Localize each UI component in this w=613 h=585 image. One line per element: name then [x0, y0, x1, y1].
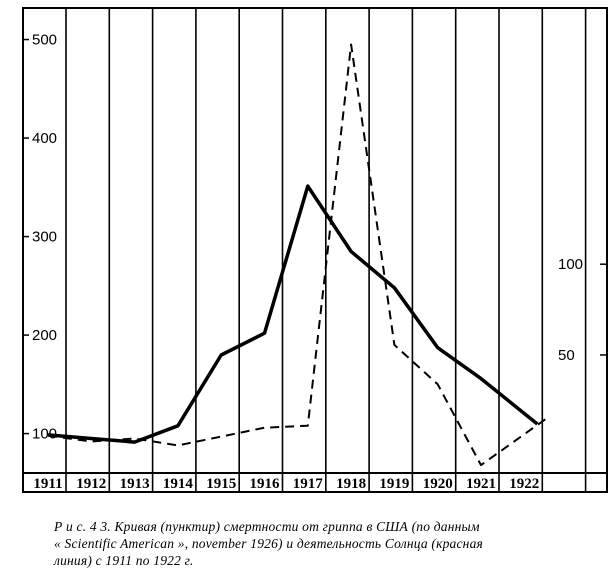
left-tick-label: 100: [32, 425, 58, 443]
left-tick-label: 400: [32, 130, 58, 148]
x-tick-label: 1913: [119, 476, 150, 492]
series-group: [48, 45, 546, 466]
x-tick-label: 1917: [292, 476, 323, 492]
left-y-axis: [23, 32, 57, 443]
x-tick-label: 1920: [422, 476, 453, 492]
x-tick-label: 1921: [466, 476, 496, 492]
left-tick-label: 200: [32, 327, 58, 345]
left-tick-label: 500: [32, 31, 58, 49]
right-tick-label: 50: [558, 346, 575, 364]
x-tick-label: 1912: [76, 476, 107, 492]
x-tick-label: 1915: [206, 476, 237, 492]
left-tick-label: 300: [32, 228, 58, 246]
x-tick-label: 1914: [162, 476, 193, 492]
right-tick-label: 100: [558, 256, 584, 274]
caption-line: « Scientific American », november 1926) и деятельность Солнца (красная: [54, 536, 484, 551]
x-tick-label: 1918: [336, 476, 367, 492]
caption-line: Р и с. 4 3. Кривая (пунктир) смертности от гриппа в США (по данным: [54, 519, 480, 534]
figure-caption: [54, 518, 602, 569]
dashed-series-line: [48, 45, 546, 466]
plot-frame: [23, 8, 607, 492]
x-tick-label: 1922: [509, 476, 540, 492]
x-tick-label: 1916: [249, 476, 280, 492]
x-tick-label: 1911: [33, 476, 63, 492]
solid-series-line: [48, 186, 537, 442]
right-y-axis: [558, 256, 607, 364]
caption-line: линия) с 1911 по 1922 г.: [54, 553, 194, 568]
x-tick-label: 1919: [379, 476, 410, 492]
vertical-gridlines: [66, 8, 586, 492]
